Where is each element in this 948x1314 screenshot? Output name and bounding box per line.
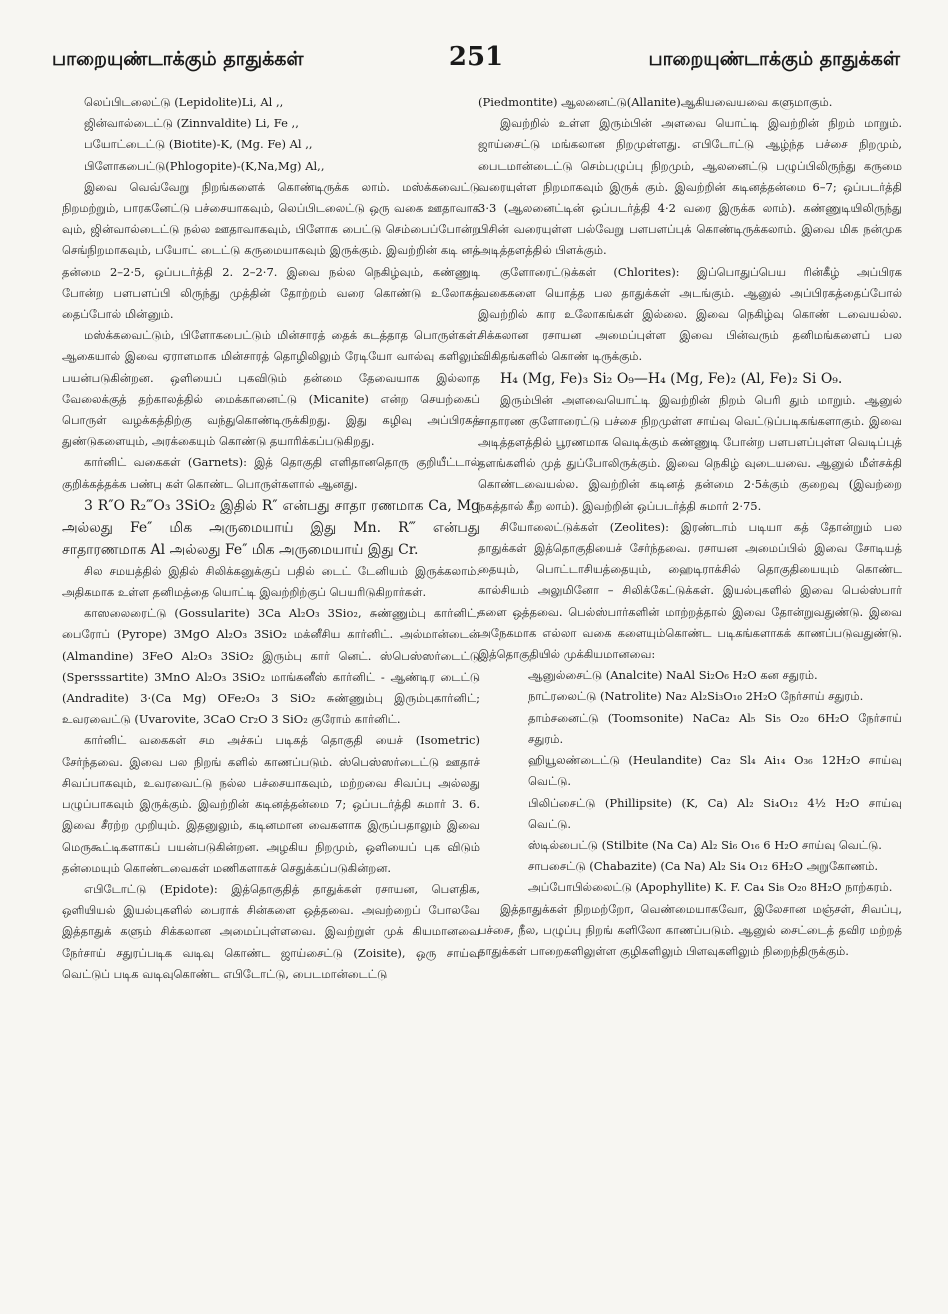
mica-entry: லெப்பிடலைட்டு (Lepidolite)Li, Al ,, [84, 95, 284, 109]
left-column [62, 92, 480, 985]
garnet-formula: 3 R″O R₂‴O₃ 3SiO₂ இதில் R″ என்பது சாதா ரணமாக Ca, Mg அல்லது Fe″ மிக அருமையாய் இது Mn. R‴ என்பது சாதாரணமாக Al அல்லது Fe″ மிக அருமையாய் இது Cr. [62, 497, 480, 558]
zeolite-list-item: அப்போபில்லைட்டு (Apophyllite) K. F. Ca₄ Si₈ O₂₀ 8H₂O நாற்கரம். [528, 880, 893, 895]
paragraph: இவற்றில் உள்ள இரும்பின் அளவை யொட்டி இவற்றின் நிறம் மாறும். ஜாய்சைட்டு மங்கலான நிறமுள்ளது. எபிடோட்டு ஆழ்ந்த பச்சை நிறமும், பைடமான்டைட்டு செம்பழுப்பு நிறமும், ஆலனைட்டு பழுப்பிலிருந்து கருமை வரையுள்ள நிறமாகவும் இருக் கும். இவற்றின் கடினத்தன்மை 6–7; ஒப்படர்த்தி 3·3 (ஆலனைட்டின் ஒப்படர்த்தி 4·2 வரை இருக்க லாம்). கண்ணுடியிலிருந்து பிசின் வரையுள்ள பல்வேறு பளபளப்புக் கொண்டிருக்கலாம். இவை மிக நன்முக அடித்தளத்தில் பிளக்கும். [478, 116, 902, 258]
page-number: 251 [448, 42, 504, 72]
zeolite-list-item: ஆனுல்சைட்டு (Analcite) NaAl Si₂O₆ H₂O கன சதுரம். [528, 668, 818, 683]
zeolite-list-item: நாட்ரலைட்டு (Natrolite) Na₂ Al₂Si₃O₁₀ 2H₂O நேர்சாய் சதுரம். [528, 689, 864, 704]
mica-entry: ஜின்வால்டைட்டு (Zinnvaldite) Li, Fe ,, [84, 116, 299, 131]
paragraph: இரும்பின் அளவையொட்டி இவற்றின் நிறம் பெரி தும் மாறும். ஆனுல் சாதாரண குளோரைட்டு பச்சை நிறமுள்ள சாய்வு வெட்டுப்படிகங்களாகும். இவை அடித்தளத்தில் பூரணமாக வெடிக்கும் கண்ணுடி போன்ற பளபளப்புள்ள வெடிப்புத் தளங்களில் முத் துப்போலிருக்கும். இவை நெகிழ் வுடையவை. ஆனுல் மீள்சக்தி கொண்டவையல்ல. இவற்றின் கடினத் தன்மை 2·5க்கும் குறைவு (இவற்றை நகத்தால் கீற லாம்). இவற்றின் ஒப்படர்த்தி சுமார் 2·75. [478, 392, 902, 513]
zeolite-list-item: சாபசைட்டு (Chabazite) (Ca Na) Al₂ Si₄ O₁₂ 6H₂O அறுகோணம். [528, 859, 879, 874]
paragraph: (Piedmontite) ஆலனைட்டு(Allanite)ஆகியவையவை களுமாகும். [478, 95, 833, 109]
paragraph: குளோரைட்டுக்கள் (Chlorites): இப்பொதுப்பெய ரின்கீழ் அப்பிரக வகைகளை யொத்த பல தாதுக்கள் அடங்கும். ஆனுல் அப்பிரகத்தைப்போல் இவற்றில் கார உலோகங்கள் இல்லை. இவை நெகிழ்வு கொண் டவையல்ல. சிக்கலான ரசாயன அமைப்புள்ள இவை பின்வரும் தனிமங்களைப் பல விகிதங்களில் கொண் டிருக்கும். [478, 264, 902, 364]
mica-entry: பிளோகபைட்டு(Phlogopite)-(K,Na,Mg) Al,, [84, 158, 325, 173]
paragraph: சில சமயத்தில் இதில் சிலிக்கனுக்குப் பதில் டைட் டேனியம் இருக்கலாம். அதிகமாக உள்ள தனிமத்தை யொட்டி இவற்றிற்குப் பெயரிடுகிறார்கள். [62, 563, 480, 600]
zeolite-list-item: பிலிப்சைட்டு (Phillipsite) (K, Ca) Al₂ Si₄O₁₂ 4½ H₂O சாய்வு வெட்டு. [528, 795, 902, 831]
paragraph: கார்னிட் வகைகள் (Garnets): இத் தொகுதி எளிதானதொரு குறியீட்டால் குறிக்கத்தக்க பண்பு கள் கொண்ட பொருள்களால் ஆனது. [62, 455, 480, 491]
paragraph: கார்னிட் வகைகள் சம அச்சுப் படிகத் தொகுதி யைச் (Isometric) சேர்ந்தவை. இவை பல நிறங் களில் காணப்படும். ஸ்பெஸ்ஸர்டைட்டு ஊதாச் சிவப்பாகவும், உவரவைட்டு நல்ல பச்சையாகவும், மற்றவை சிவப்பு அல்லது பழுப்பாகவும் இருக்கும். இவற்றின் கடினத்தன்மை 7; ஒப்படர்த்தி சுமார் 3. 6. இவை சீரற்ற முறியும். இதனுலும், கடினமான வைகளாக இருப்பதாலும் இவை மெருகூட்டிகளாகப் பயன்படுகின்றன. அழகிய நிறமும், ஒளியைப் புக விடும் தன்மையும் கொண்டவைகள் மணிகளாகச் செதுக்கப்படுகின்றன. [62, 733, 480, 875]
paragraph: சியோலைட்டுக்கள் (Zeolites): இரண்டாம் படியா கத் தோன்றும் பல தாதுக்கள் இத்தொகுதியைச் சேர்ந்தவை. ரசாயன அமைப்பில் இவை சோடியத் தையும், பொட்டாசியத்தையும், ஹைடிராக்சில் தொகுதியையும் கொண்ட கால்சியம் அலுமினோ – சிலிக்கேட்டுக்கள். இயல்புகளில் இவை பெல்ஸ்பார் களை ஒத்தவை. பெல்ஸ்பார்களின் மாற்றத்தால் இவை தோன்றுவதுண்டு. இவை அநேகமாக எல்லா வகை களையும்கொண்ட படிகங்களாகக் காணப்படுவதுண்டு. இத்தொகுதியில் முக்கியமானவை: [478, 519, 902, 662]
right-column [478, 92, 902, 962]
paragraph: எபிடோட்டு (Epidote): இத்தொகுதித் தாதுக்கள் ரசாயன, பௌதிக, ஒளியியல் இயல்புகளில் பைராக் சின்களை ஒத்தவை. அவற்றைப் போலவே இத்தாதுக் களும் சிக்கலான அமைப்புள்ளவை. இவற்றுள் முக் கியமானவை நேர்சாய் சதுரப்படிக வடிவு கொண்ட ஜாய்சைட்டு (Zoisite), ஒரு சாய்வு வெட்டுப் படிக வடிவுகொண்ட எபிடோட்டு, பைடமான்டைட்டு [62, 881, 480, 981]
chlorite-formula: H₄ (Mg, Fe)₃ Si₂ O₉—H₄ (Mg, Fe)₂ (Al, Fe)₂ Si O₉. [500, 370, 843, 387]
zeolite-list-item: ஹியூலண்டைட்டு (Heulandite) Ca₂ Sl₄ Ai₁₄ O₃₆ 12H₂O சாய்வு வெட்டு. [528, 753, 902, 789]
paragraph: மஸ்க்கவைட்டும், பிளோகபைட்டும் மின்சாரத் தைக் கடத்தாத பொருள்கள். ஆகையால் இவை ஏராளமாக மின்சாரத் தொழிலிலும் ரேடியோ வால்வு களிலும் பயன்படுகின்றன. ஒளியைப் புகவிடும் தன்மை தேவையாக இல்லாத வேலைக்குத் தற்காலத்தில் மைக்கானைட்டு (Micanite) என்ற செயற்கைப் பொருள் வழக்கத்திற்கு வந்துகொண்டிருக்கிறது. இது கழிவு அப்பிரகத் துண்டுகளையும், அரக்கையும் கொண்டு தயாரிக்கப்படுகிறது. [62, 328, 480, 449]
zeolite-list-item: தாம்சனைட்டு (Toomsonite) NaCa₂ Al₅ Si₅ O₂₀ 6H₂O நேர்சாய் சதுரம். [528, 710, 902, 746]
running-header [52, 42, 900, 84]
zeolite-list-item: ஸ்டில்பைட்டு (Stilbite (Na Ca) Al₂ Si₆ O₁₆ 6 H₂O சாய்வு வெட்டு. [528, 837, 882, 852]
paragraph: இவை வெவ்வேறு நிறங்களைக் கொண்டிருக்க லாம். மஸ்க்கவைட்டு நிறமற்றும், பாரகனேட்டு பச்சையாகவும், லெப்பிடலைட்டு ஒரு வகை ஊதாவாக வும், ஜின்வால்டைட்டு நல்ல ஊதாவாகவும், பிளோக பைட்டு செம்பைப்போன்ற செங்நிறமாகவும், பயோட் டைட்டு கருமையாகவும் இருக்கும். இவற்றின் கடி னத் தன்மை 2–2·5, ஒப்படர்த்தி 2. 2–2·7. இவை நல்ல நெகிழ்வும், கண்ணுடி போன்ற பளபளப்பி லிருந்து முத்தின் தோற்றம் வரை கொண்டு உலோகத் தைப்போல் மின்னும். [62, 179, 480, 322]
mica-entry: பயோட்டைட்டு (Biotite)-K, (Mg. Fe) Al ,, [84, 137, 313, 152]
paragraph: காஸலைரைட்டு (Gossularite) 3Ca Al₂O₃ 3Sio₂, சுண்ணும்பு கார்னிட்; பைரோப் (Pyrope) 3MgO Al₂O₃ 3SiO₂ மக்னீசிய கார்னிட். அல்மான்டைன் (Almandine) 3FeO Al₂O₃ 3SiO₂ இரும்பு கார் னெட். ஸ்பெஸ்ஸர்டைட்டு (Spersssartite) 3MnO Al₂O₃ 3SiO₂ மாங்கனீஸ் கார்னிட் - ஆண்டிர டைட்டு (Andradite) 3·(Ca Mg) OFe₂O₃ 3 SiO₂ சுண்ணும்பு இரும்புகார்னிட்; உவரவைட்டு (Uvarovite, 3CaO Cr₂O 3 SiO₂ குரோம் கார்னிட். [62, 606, 480, 727]
paragraph: இத்தாதுக்கள் நிறமற்றோ, வெண்மையாகவோ, இலேசான மஞ்சள், சிவப்பு, பச்சை, நீல, பழுப்பு நிறங் களிலோ காணப்படும். ஆனுல் சைட்டைத் தவிர மற்றத் தாதுக்கள் பாறைகளிலுள்ள குழிகளிலும் பிளவுகளிலும் நிறைந்திருக்கும். [478, 901, 902, 958]
header-title-left: பாறையுண்டாக்கும் தாதுக்கள் [52, 48, 304, 70]
header-title-right: பாறையுண்டாக்கும் தாதுக்கள் [648, 48, 900, 70]
